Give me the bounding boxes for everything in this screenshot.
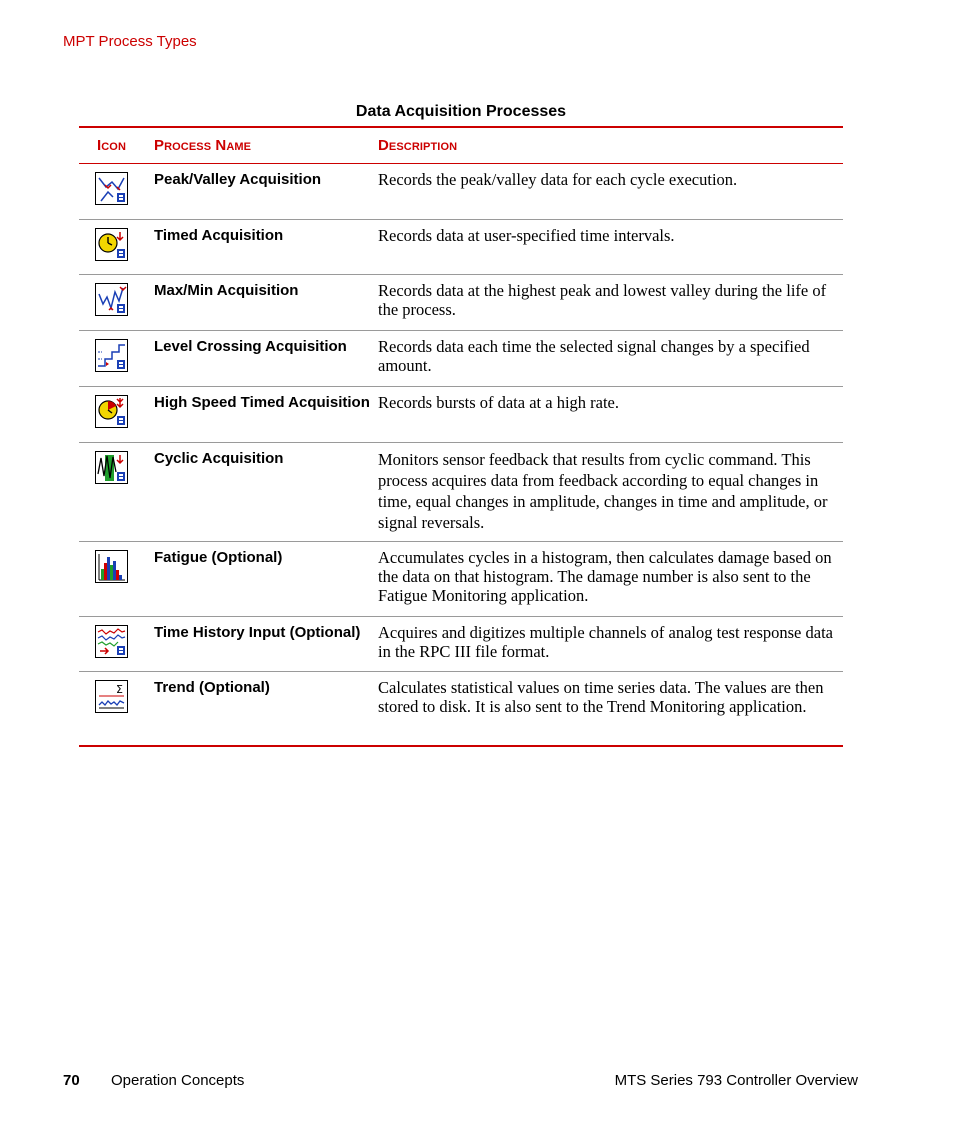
process-name: Time History Input (Optional) (154, 624, 361, 641)
column-header-process-name: Process Name (154, 137, 252, 154)
section-title: Operation Concepts (111, 1072, 245, 1089)
process-name: Fatigue (Optional) (154, 549, 283, 566)
column-header-icon: Icon (97, 137, 127, 154)
process-name: Trend (Optional) (154, 679, 270, 696)
book-title: MTS Series 793 Controller Overview (614, 1072, 858, 1089)
process-description: Records data each time the selected signal changes by a specified amount. (378, 337, 810, 375)
timed-acquisition-icon (95, 228, 128, 261)
column-header-description: Description (378, 137, 458, 154)
max-min-icon (95, 283, 128, 316)
process-description: Records bursts of data at a high rate. (378, 393, 620, 412)
table-row (79, 617, 843, 672)
svg-text:Σ: Σ (116, 683, 123, 696)
table-row (79, 672, 843, 745)
process-description: Records the peak/valley data for each cycle execution. (378, 170, 738, 189)
table-row (79, 443, 843, 542)
process-description: Accumulates cycles in a histogram, then calculates damage based on the data on that histogram. The damage number is also sent to the Fatigue Monitoring application. (378, 548, 832, 605)
table-title: Data Acquisition Processes (355, 103, 567, 120)
table-row (79, 164, 843, 220)
process-name: High Speed Timed Acquisition (154, 394, 370, 411)
time-history-input-icon (95, 625, 128, 658)
table-row (79, 331, 843, 387)
level-crossing-icon (95, 339, 128, 372)
cyclic-acquisition-icon (95, 451, 128, 484)
trend-sigma-icon (95, 680, 128, 713)
process-name: Cyclic Acquisition (154, 450, 284, 467)
process-description: Records data at the highest peak and lowest valley during the life of the process. (378, 281, 827, 319)
process-table (79, 126, 843, 747)
table-row (79, 542, 843, 617)
peak-valley-icon (95, 172, 128, 205)
process-description: Records data at user-specified time intervals. (378, 226, 675, 245)
table-row (79, 220, 843, 275)
process-description: Calculates statistical values on time series data. The values are then stored to disk. It is also sent to the Trend Monitoring application. (378, 678, 824, 716)
table-row (79, 275, 843, 331)
process-description: Acquires and digitizes multiple channels of analog test response data in the RPC III file format. (378, 623, 833, 661)
process-name: Max/Min Acquisition (154, 282, 299, 299)
table-header-row (79, 128, 843, 164)
process-description: Monitors sensor feedback that results from cyclic command. This process acquires data from feedback according to equal changes in time, equal changes in amplitude, changes in time and amplitude, or signal reversals. (378, 450, 828, 532)
process-name: Peak/Valley Acquisition (154, 171, 322, 188)
running-head: MPT Process Types (63, 33, 197, 50)
high-speed-timed-icon (95, 395, 128, 428)
page-number: 70 (63, 1072, 80, 1089)
process-name: Level Crossing Acquisition (154, 338, 347, 355)
table-row (79, 387, 843, 443)
fatigue-histogram-icon (95, 550, 128, 583)
process-name: Timed Acquisition (154, 227, 284, 244)
